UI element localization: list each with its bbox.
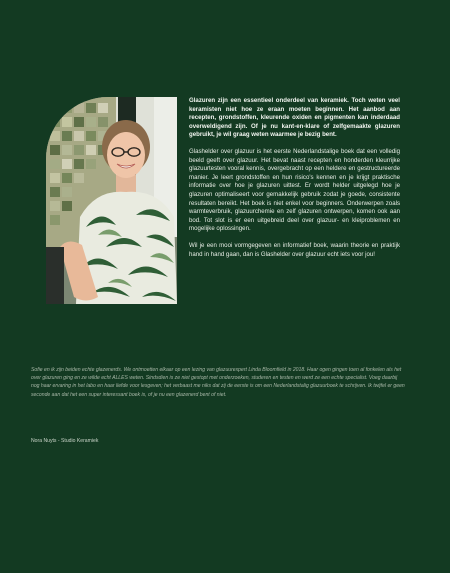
testimonial-quote: Sofie en ik zijn beiden echte glazenerds. We ontmoetten elkaar op een lezing van glazuurexpert Linda Bloomfield in 2018. Haar ogen gingen toen al fonkelen als het over glazuren ging en ze wilde echt ALLES weten. Sindsdien is ze niet gestopt met onderzoeken, studeren en testen en werd ze een echte specialist. Voeg daarbij nog haar ervaring in het labo en haar liefde voor lesgeven; het verbaast me niks dat zij de eerste is om een Nederlandstalig glazuurboek te schrijven. Ik twijfel er geen seconde aan dat het een super interessant boek is, of je nu een glazenerd bent of niet. (31, 367, 405, 398)
testimonial-author: Nora Nuyts - Studio Keramiek (31, 438, 99, 444)
author-photo (46, 97, 177, 304)
body-paragraph: Wil je een mooi vormgegeven en informatief boek, waarin theorie en praktijk hand in hand gaan, dan is Glashelder over glazuur echt iets voor jou! (189, 242, 400, 258)
description-column (189, 97, 400, 268)
author-portrait-image (46, 97, 177, 304)
intro-paragraph: Glazuren zijn een essentieel onderdeel van keramiek. Toch weten veel keramisten niet hoe ze eraan moeten beginnen. Het aanbod aan recepten, grondstoffen, kleurende oxiden en pigmenten kan inderdaad overweldigend zijn. Of je nu kant-en-klare of zelfgemaakte glazuren gebruikt, je wil graag weten waarmee je bezig bent. (189, 97, 400, 139)
body-paragraph: Glashelder over glazuur is het eerste Nederlandstalige boek dat een volledig beeld geeft over glazuur. Het bevat naast recepten en honderden kleurrijke glazuurtesten vooral kennis, overgebracht op een heldere en gestructureerde manier. Je leert grondstoffen en hun risico's kennen en je krijgt praktische informatie over hoe je glazuren uittest. Er wordt helder uitgelegd hoe je glazuren optimaliseert voor gemakkelijk gebruik zodat je goede, consistente resultaten bereikt. Het boek is niet enkel voor beginners. Onderwerpen zoals warmteverbruik, glazuurchemie en zelf glazuren ontwerpen, komen ook aan bod. Tot slot is er een uitgebreid deel over glazuur- en kleiproblemen en mogelijke oplossingen. (189, 148, 400, 233)
